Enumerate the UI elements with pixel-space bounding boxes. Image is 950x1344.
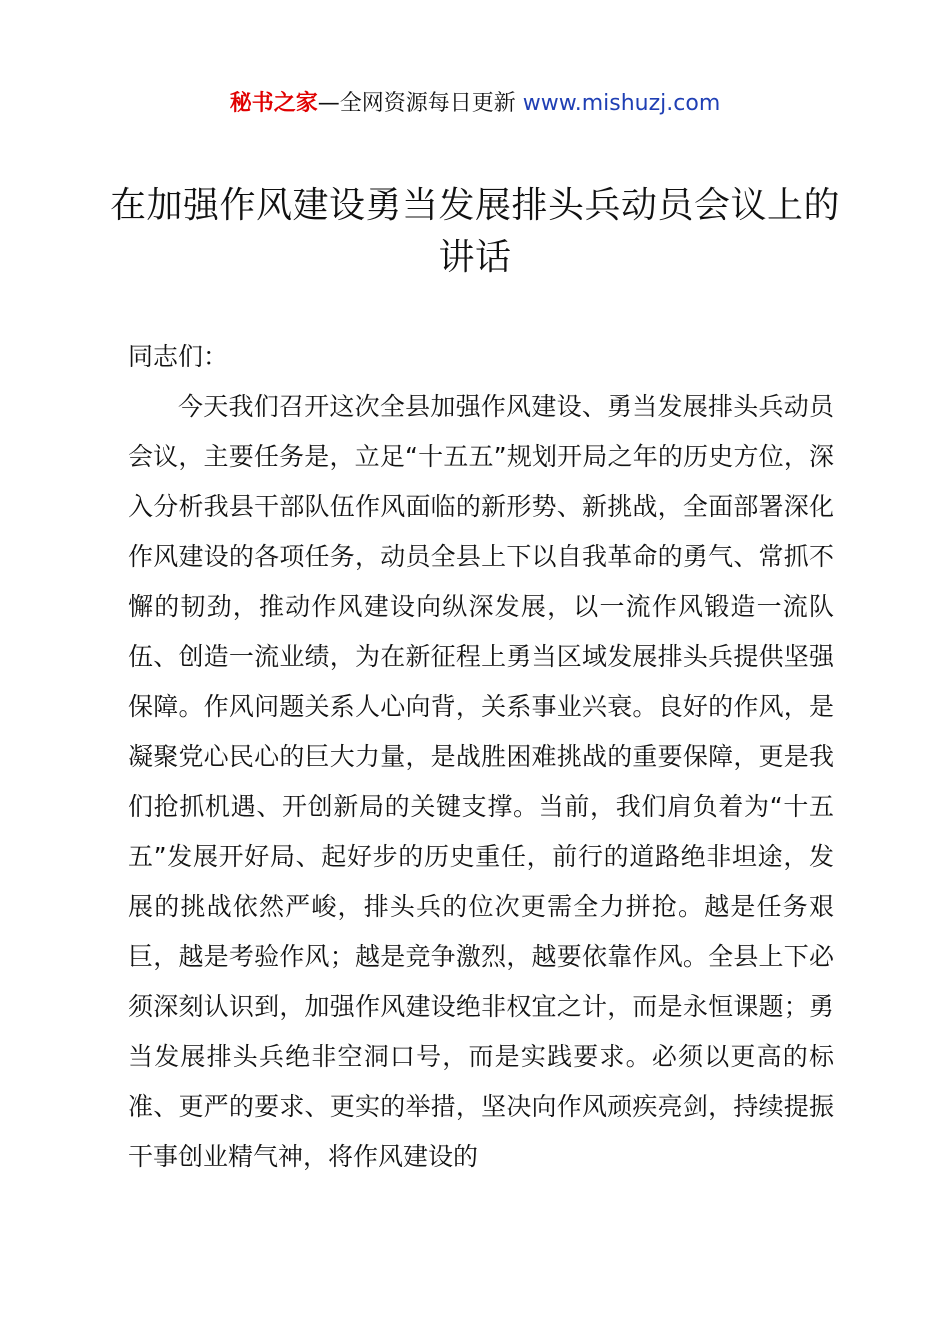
site-header — [0, 86, 950, 122]
brand-name: 秘书之家 — [229, 91, 318, 116]
site-url-link[interactable]: www.mishuzj.com — [522, 91, 721, 116]
document-title: 在加强作风建设勇当发展排头兵动员会议上的讲话 — [110, 185, 841, 278]
header-tagline: —全网资源每日更新 — [317, 91, 523, 116]
body-paragraph: 今天我们召开这次全县加强作风建设、勇当发展排头兵动员会议，主要任务是，立足“十五五”规划开局之年的历史方位，深入分析我县干部队伍作风面临的新形势、新挑战，全面部署深化作风建设的各项任务，动员全县上下以自我革命的勇气、常抓不懈的韧劲，推动作风建设向纵深发展，以一流作风锻造一流队伍、创造一流业绩，为在新征程上勇当区域发展排头兵提供坚强保障。作风问题关系人心向背，关系事业兴衰。良好的作风，是凝聚党心民心的巨大力量，是战胜困难挑战的重要保障，更是我们抢抓机遇、开创新局的关键支撑。当前，我们肩负着为“十五五”发展开好局、起好步的历史重任，前行的道路绝非坦途，发展的挑战依然严峻，排头兵的位次更需全力拼抢。越是任务艰巨，越是考验作风；越是竞争激烈，越要依靠作风。全县上下必须深刻认识到，加强作风建设绝非权宜之计，而是永恒课题；勇当发展排头兵绝非空洞口号，而是实践要求。必须以更高的标准、更严的要求、更实的举措，坚决向作风顽疾亮剑，持续提振干事创业精气神，将作风建设的 — [128, 392, 834, 1171]
salutation: 同志们： — [128, 342, 229, 371]
document-body — [128, 332, 834, 1182]
